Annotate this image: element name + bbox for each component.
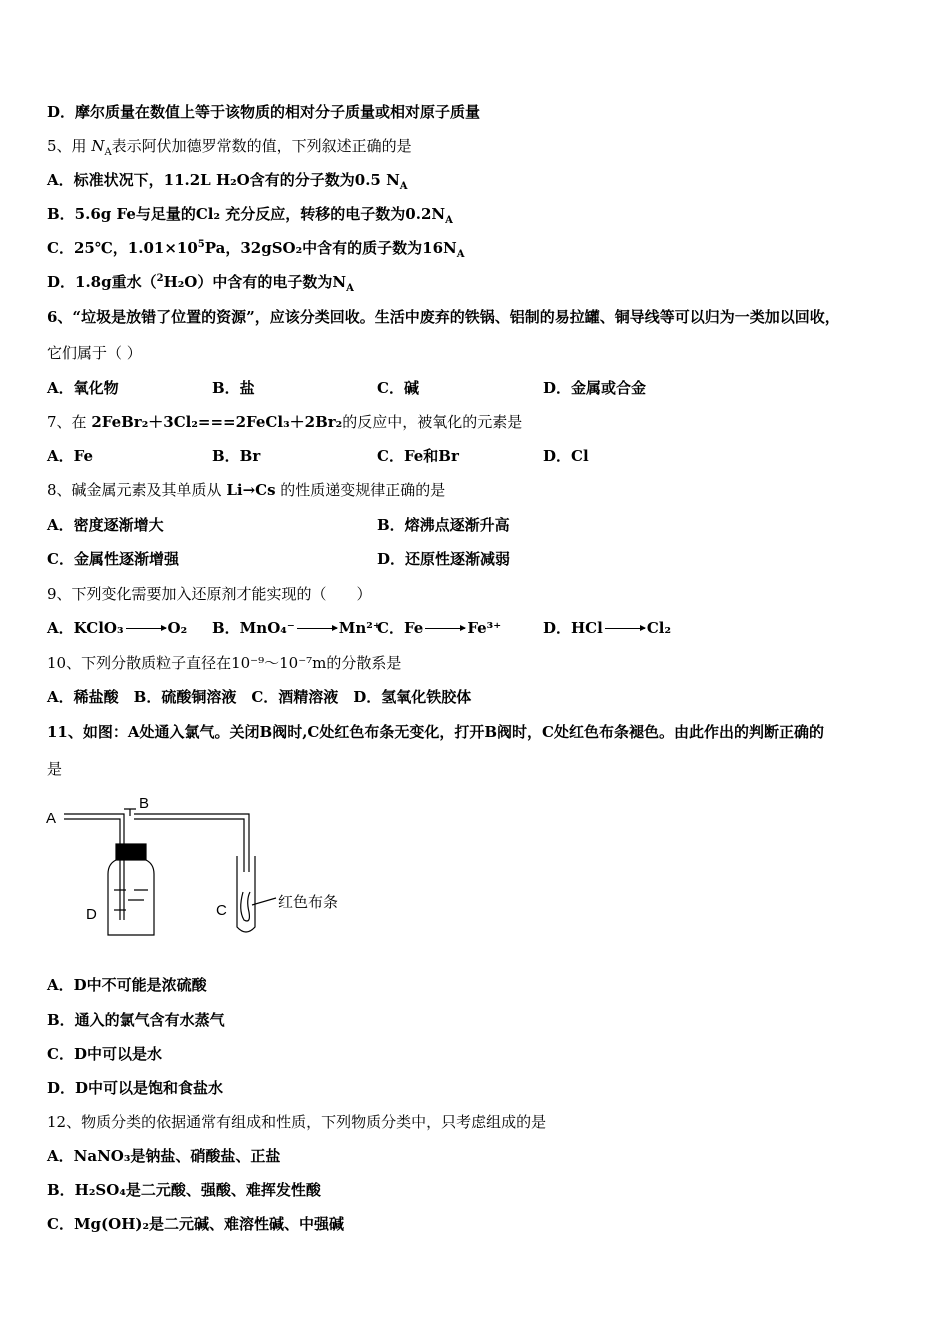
q8-option-d: D．还原性逐渐减弱: [377, 550, 511, 568]
q10-stem: 10、下列分散质粒子直径在10⁻⁹～10⁻⁷m的分散系是: [47, 654, 402, 672]
q5-d-sub: A: [346, 283, 354, 294]
q7-stem: [47, 412, 522, 432]
q8-stem-bold: Li→Cs: [226, 481, 276, 499]
q7-equation: 2FeBr₂＋3Cl₂===2FeCl₃＋2Br₂: [91, 413, 343, 431]
q5-c-sup: 5: [197, 239, 205, 250]
q5-c-pre: C．25℃，1.01×10: [47, 239, 198, 257]
q9-d-arrow-icon: [605, 628, 645, 629]
q6-option-a: A．氧化物: [47, 379, 119, 397]
q7-num: 7、在: [47, 413, 92, 431]
q9-d-right: Cl₂: [646, 619, 672, 637]
q5-stem-rest: 表示阿伏加德罗常数的值，下列叙述正确的是: [111, 137, 412, 155]
q7-option-a: A．Fe: [47, 447, 94, 465]
q5-b-text: B．5.6g Fe与足量的Cl₂ 充分反应，转移的电子数为0.2N: [47, 205, 446, 223]
q10-options: A．稀盐酸 B．硫酸铜溶液 C．酒精溶液 D．氢氧化铁胶体: [47, 688, 472, 706]
q9-b-left: B．MnO₄⁻: [212, 619, 295, 637]
q7-option-d: D．Cl: [543, 447, 589, 465]
q5-stem: [47, 136, 412, 156]
q6-option-b: B．盐: [212, 379, 255, 397]
q9-option-d: [543, 618, 671, 638]
q5-option-c: [47, 238, 465, 258]
q8-options-cd: [47, 549, 510, 569]
q9-stem: 9、下列变化需要加入还原剂才能实现的（ ）: [47, 585, 372, 603]
q5-b-sub: A: [445, 215, 453, 226]
q9-a-arrow-icon: [126, 628, 166, 629]
q8-option-c: C．金属性逐渐增强: [47, 550, 179, 568]
q5-a-sub: A: [399, 181, 408, 192]
q11-option-d: D．D中可以是饱和食盐水: [47, 1079, 224, 1097]
q12-option-b: B．H₂SO₄是二元酸、强酸、难挥发性酸: [47, 1181, 321, 1199]
q6-options: [47, 378, 646, 398]
q11-option-a: A．D中不可能是浓硫酸: [47, 976, 207, 994]
q5-d-sup: 2: [156, 273, 164, 284]
q4-option-d: D．摩尔质量在数值上等于该物质的相对分子质量或相对原子质量: [47, 103, 481, 121]
fig-label-b: B: [139, 795, 150, 812]
q7-option-b: B．Br: [212, 447, 261, 465]
q9-options: [47, 618, 671, 638]
fig-label-c: C: [216, 902, 227, 919]
q8-stem-pre: 8、碱金属元素及其单质从: [47, 481, 227, 499]
q5-d-pre: D．1.8g重水（: [47, 273, 157, 291]
q8-option-a: A．密度逐渐增大: [47, 516, 164, 534]
fig-label-cloth: 红色布条: [278, 894, 339, 911]
q5-na: N: [91, 137, 105, 155]
q9-a-right: O₂: [167, 619, 188, 637]
q5-d-post: H₂O）中含有的电子数为N: [163, 273, 347, 291]
q5-option-b: [47, 204, 453, 224]
fig-label-a: A: [46, 810, 57, 827]
q9-option-c: [377, 618, 543, 638]
q12-stem: 12、物质分类的依据通常有组成和性质，下列物质分类中，只考虑组成的是: [47, 1113, 547, 1131]
q8-stem: [47, 480, 445, 500]
q5-c-post: Pa，32gSO₂中含有的质子数为16N: [204, 239, 457, 257]
q11-option-b: B．通入的氯气含有水蒸气: [47, 1011, 225, 1029]
q6-option-d: D．金属或合金: [543, 379, 647, 397]
q7-stem-rest: 的反应中，被氧化的元素是: [342, 413, 523, 431]
q5-c-sub: A: [456, 249, 465, 260]
q6-stem-line1: 6、“垃圾是放错了位置的资源”，应该分类回收。生活中废弃的铁锅、铝制的易拉罐、铜导线等可以归为一类加以回收，: [47, 308, 840, 326]
q8-stem-post: 的性质递变规律正确的是: [275, 481, 446, 499]
q11-stem-line1: 11、如图：A处通入氯气。关闭B阀时,C处红色布条无变化，打开B阀时，C处红色布条褪色。由此作出的判断正确的: [47, 723, 824, 741]
q12-option-a: A．NaNO₃是钠盐、硝酸盐、正盐: [47, 1147, 281, 1165]
q12-option-c: C．Mg(OH)₂是二元碱、难溶性碱、中强碱: [47, 1215, 345, 1233]
q9-c-arrow-icon: [425, 628, 465, 629]
q5-na-sub: A: [104, 147, 112, 158]
q5-stem-num: 5、用: [47, 137, 92, 155]
q8-options-ab: [47, 515, 510, 535]
q9-d-left: D．HCl: [543, 619, 603, 637]
q7-options: [47, 446, 589, 466]
q9-option-b: [212, 618, 381, 638]
q5-a-text: A．标准状况下，11.2L H₂O含有的分子数为0.5 N: [47, 171, 400, 189]
apparatus-diagram: [44, 792, 364, 947]
fig-label-d: D: [86, 906, 97, 923]
q9-c-right: Fe³⁺: [467, 619, 502, 637]
q9-b-right: Mn²⁺: [338, 619, 381, 637]
q7-option-c: C．Fe和Br: [377, 447, 459, 465]
q11-stem-line2: 是: [47, 760, 63, 778]
q9-option-a: [47, 618, 212, 638]
q5-option-a: [47, 170, 408, 190]
q6-stem-line2: 它们属于（ ）: [47, 344, 142, 362]
q8-option-b: B．熔沸点逐渐升高: [377, 516, 510, 534]
q11-option-c: C．D中可以是水: [47, 1045, 162, 1063]
q9-c-left: C．Fe: [377, 619, 424, 637]
q6-option-c: C．碱: [377, 379, 419, 397]
q9-b-arrow-icon: [297, 628, 337, 629]
q9-a-left: A．KClO₃: [47, 619, 124, 637]
q5-option-d: [47, 272, 354, 292]
